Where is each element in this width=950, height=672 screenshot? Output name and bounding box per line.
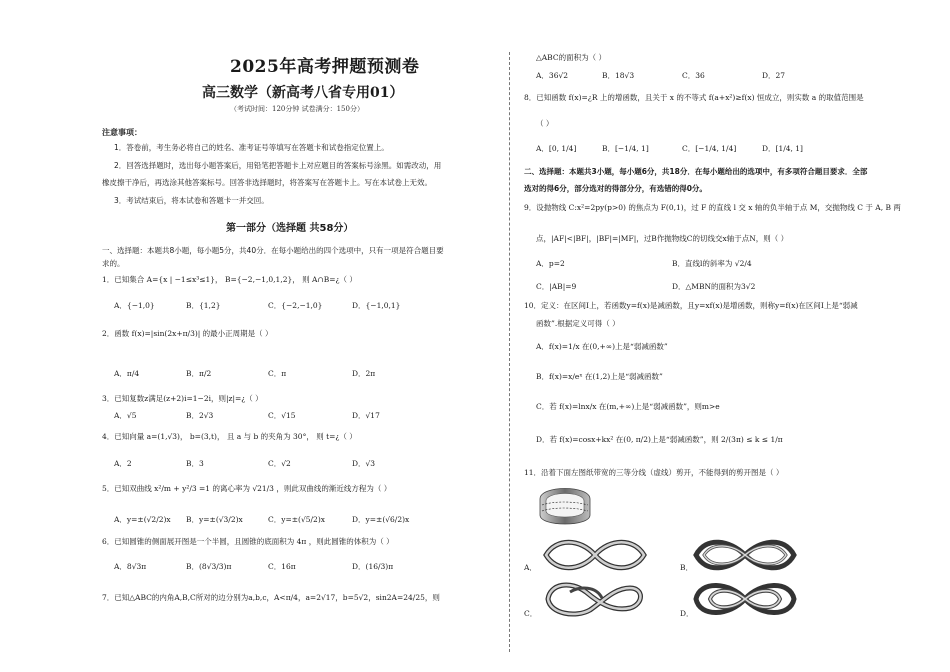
question-8-option-a[interactable]: A．[0, 1/4] bbox=[536, 144, 577, 153]
question-1-option-b[interactable]: B．{1,2} bbox=[186, 301, 221, 310]
question-10-option-d[interactable]: D．若 f(x)=cosx+kx² 在(0, π/2)上是“弱减函数”，则 2/(3π) ≤ k ≤ 1/π bbox=[536, 435, 783, 444]
question-2-option-a[interactable]: A．π/4 bbox=[114, 369, 140, 378]
question-5-option-a[interactable]: A．y=±(√2/2)x bbox=[114, 515, 171, 524]
question-2-option-c[interactable]: C．π bbox=[268, 369, 287, 378]
question-1-option-a[interactable]: A．{−1,0} bbox=[114, 301, 155, 310]
question-7-option-d[interactable]: D．27 bbox=[762, 71, 786, 80]
question-7-option-a[interactable]: A．36√2 bbox=[536, 71, 569, 80]
notice-item-2: 2．回答选择题时，选出每小题答案后，用铅笔把答题卡上对应题目的答案标号涂黑。如需改动，用 bbox=[114, 161, 442, 170]
notice-item-3: 3．考试结束后，将本试卷和答题卡一并交回。 bbox=[114, 196, 269, 205]
part1-heading: 第一部分（选择题 共58分） bbox=[226, 223, 354, 234]
question-9-option-a[interactable]: A．p=2 bbox=[536, 259, 565, 268]
question-4-option-c[interactable]: C．√2 bbox=[268, 459, 291, 468]
question-11-option-c[interactable]: C． bbox=[524, 609, 538, 618]
question-6-option-c[interactable]: C．16π bbox=[268, 562, 296, 571]
question-2-stem: 2．函数 f(x)=|sin(2x+π/3)| 的最小正周期是（ ） bbox=[102, 329, 273, 338]
question-10-option-b[interactable]: B．f(x)=x/eˣ 在(1,2)上是“弱减函数” bbox=[536, 372, 663, 381]
question-3-stem: 3．已知复数z满足(z+2)i=1−2i，则|z|=¿（ ） bbox=[102, 394, 263, 403]
part1-intro: 一、选择题：本题共8小题，每小题5分，共40分．在每小题给出的四个选项中，只有一项是符合题目要 bbox=[102, 246, 444, 255]
question-1-option-d[interactable]: D．{−1,0,1} bbox=[352, 301, 401, 310]
column-divider bbox=[509, 52, 510, 652]
question-11-option-d[interactable]: D． bbox=[680, 609, 694, 618]
question-6-option-b[interactable]: B．(8√3/3)π bbox=[186, 562, 232, 571]
question-3-option-a[interactable]: A．√5 bbox=[114, 411, 137, 420]
notice-heading: 注意事项： bbox=[102, 128, 142, 137]
question-11-stem: 11．沿着下面左图纸带宽的三等分线（虚线）剪开，不能得到的剪开图是（ ） bbox=[524, 468, 784, 477]
question-8-option-c[interactable]: C．[−1/4, 1/4] bbox=[682, 144, 737, 153]
question-4-option-d[interactable]: D．√3 bbox=[352, 459, 376, 468]
question-9-stem: 9．设抛物线 C:x²=2py(p>0) 的焦点为 F(0,1)，过 F 的直线 l 交 x 轴的负半轴于点 M，交抛物线 C 于 A, B 两 bbox=[524, 203, 901, 212]
question-10-option-c[interactable]: C．若 f(x)=lnx/x 在(m,+∞)上是“弱减函数”，则m>e bbox=[536, 402, 720, 411]
question-8-stem: 8．已知函数 f(x)=¿R 上的增函数，且关于 x 的不等式 f(a+x²)≥f(x) 恒成立，则实数 a 的取值范围是 bbox=[524, 93, 864, 102]
ribbon-strip-figure bbox=[534, 481, 596, 531]
question-8-option-d[interactable]: D．[1/4, 1] bbox=[762, 144, 803, 153]
question-1-option-c[interactable]: C．{−2,−1,0} bbox=[268, 301, 323, 310]
question-8-stem-cont: （ ） bbox=[536, 119, 554, 128]
option-b-figure bbox=[690, 536, 800, 574]
question-4-option-b[interactable]: B．3 bbox=[186, 459, 204, 468]
question-6-stem: 6．已知圆锥的侧面展开图是一个半圆，且圆锥的底面积为 4π ，则此圆锥的体积为（ ） bbox=[102, 537, 394, 546]
question-10-option-a[interactable]: A．f(x)=1/x 在(0,+∞)上是“弱减函数” bbox=[536, 342, 668, 351]
question-2-option-d[interactable]: D．2π bbox=[352, 369, 376, 378]
question-9-stem-cont: 点，|AF|<|BF|，|BF|=|MF|，过B作抛物线C的切线交x轴于点N，则（ ） bbox=[536, 234, 789, 243]
question-4-stem: 4．已知向量 a=(1,√3)， b=(3,t)， 且 a 与 b 的夹角为 30°， 则 t=¿（ ） bbox=[102, 432, 357, 441]
question-10-stem-cont: 函数”.根据定义可得（ ） bbox=[536, 319, 620, 328]
page-title: 2025年高考押题预测卷 bbox=[230, 57, 420, 77]
question-11-option-b[interactable]: B． bbox=[680, 563, 694, 572]
option-a-figure bbox=[540, 536, 650, 574]
question-5-option-d[interactable]: D．y=±(√6/2)x bbox=[352, 515, 410, 524]
question-3-option-c[interactable]: C．√15 bbox=[268, 411, 296, 420]
question-6-option-d[interactable]: D．(16/3)π bbox=[352, 562, 394, 571]
option-c-figure bbox=[540, 578, 650, 620]
question-5-option-b[interactable]: B．y=±(√3/2)x bbox=[186, 515, 243, 524]
question-2-option-b[interactable]: B．π/2 bbox=[186, 369, 212, 378]
part1-intro-cont: 求的。 bbox=[102, 259, 125, 268]
question-6-option-a[interactable]: A．8√3π bbox=[114, 562, 147, 571]
left-column bbox=[102, 0, 494, 672]
part2-intro: 二、选择题：本题共3小题，每小题6分，共18分．在每小题给出的选项中，有多项符合题目要求．全部 bbox=[524, 167, 868, 176]
option-d-figure bbox=[690, 578, 800, 620]
question-1-stem: 1．已知集合 A={x | −1≤x³≤1}， B={−2,−1,0,1,2}， 则 A∩B=¿（ ） bbox=[102, 275, 357, 284]
question-9-option-c[interactable]: C．|AB|=9 bbox=[536, 282, 577, 291]
question-3-option-b[interactable]: B．2√3 bbox=[186, 411, 214, 420]
part2-intro-cont: 选对的得6分，部分选对的得部分分，有选错的得0分。 bbox=[524, 184, 707, 193]
question-7-option-b[interactable]: B．18√3 bbox=[602, 71, 635, 80]
question-3-option-d[interactable]: D．√17 bbox=[352, 411, 380, 420]
question-9-option-d[interactable]: D．△MBN的面积为3√2 bbox=[672, 282, 756, 291]
question-5-option-c[interactable]: C．y=±(√5/2)x bbox=[268, 515, 325, 524]
question-5-stem: 5．已知双曲线 x²/m + y²/3 =1 的离心率为 √21/3 ，则此双曲线的渐近线方程为（ ） bbox=[102, 484, 392, 493]
page-subtitle: 高三数学（新高考八省专用01） bbox=[202, 85, 404, 101]
question-10-stem: 10．定义：在区间I上，若函数y=f(x)是减函数，且y=xf(x)是增函数，则称y=f(x)在区间I上是“弱减 bbox=[524, 301, 858, 310]
question-11-option-a[interactable]: A． bbox=[524, 563, 537, 572]
right-column bbox=[524, 0, 914, 672]
exam-meta: （考试时间：120分钟 试卷满分：150分） bbox=[230, 105, 364, 113]
question-4-option-a[interactable]: A．2 bbox=[114, 459, 132, 468]
notice-item-2-cont: 橡皮擦干净后，再选涂其他答案标号。回答非选择题时，将答案写在答题卡上。写在本试卷上无效。 bbox=[102, 178, 432, 187]
question-7-stem-cont: △ABC的面积为（ ） bbox=[536, 53, 606, 62]
notice-item-1: 1．答卷前，考生务必将自己的姓名、准考证号等填写在答题卡和试卷指定位置上。 bbox=[114, 143, 389, 152]
question-9-option-b[interactable]: B．直线l的斜率为 √2/4 bbox=[672, 259, 752, 268]
question-7-stem: 7．已知△ABC的内角A,B,C所对的边分别为a,b,c，A<π/4，a=2√17，b=5√2，sin2A=24/25，则 bbox=[102, 593, 440, 602]
question-8-option-b[interactable]: B．[−1/4, 1] bbox=[602, 144, 649, 153]
question-7-option-c[interactable]: C．36 bbox=[682, 71, 705, 80]
